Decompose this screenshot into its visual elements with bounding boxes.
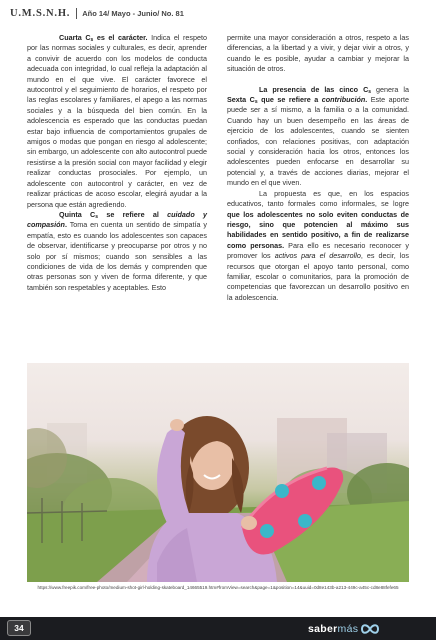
infinity-swirl-icon — [360, 622, 380, 636]
heading-sexta-c: Sexta $C_s$ que se refiere a contribución. — [227, 95, 368, 106]
paragraph-contribucion: La presencia de las cinco $C_s$ genera la Sexta $C_s$ que se refiere a contribución. Este aporte puede ser a sí mismo, a la familia o a la comunidad. Cuando hay un buen desempeño en las áreas de ejercicio de los adolescentes, cuando se sienten confiados, con relaciones positivas, con adaptación social y consideración hacia los otros, entonces los adolescentes pueden enfocarse en desarrollar su potencial y, a través de acciones diarias, mejorar el mundo en el que viven. — [227, 84, 410, 188]
issue-info: Año 14/ Mayo - Junio/ No. 81 — [82, 8, 184, 18]
left-text-column — [27, 33, 207, 293]
paragraph-continuation: permite una mayor consideración a otros, respeto a las diferencias, a la libertad y a vivir, y dejar vivir a otros, y cuando le es posible, ayudar a cambiar y mejorar la situación de otros. — [227, 33, 409, 74]
term-activos: activos para el desarrollo — [274, 251, 361, 261]
heading-cinco-c: La presencia de las cinco $C_s$ — [259, 84, 372, 95]
highlight-propuesta: que los adolescentes no solo eviten conductas de riesgo, sino que potencien al máximo sus habilidades en sentido positivo, a fin de realizarse como personas. — [227, 209, 409, 250]
page-footer — [0, 617, 436, 640]
girl-with-skateboard-photo — [27, 363, 409, 582]
paragraph-caracter: Cuarta $C_s$ es el carácter. Indica el respeto por las normas sociales y culturales, es decir, aprender a convivir de acuerdo con los modelos de conducta adecuada con integridad, lo cual refleja la adaptación al mundo en el que vive. El carácter favorece el autocontrol y el seguimiento de horarios, el respeto por las reglas escolares y familiares, el apego a las normas sociales y a la búsqueda del bien común. En la adolescencia es esperado que las conductas puedan estar bajo influencia de comportamientos grupales de amigos o modas que pongan en riesgo al adolescente; sin embargo, un adolescente con alto autocontrol puede resistirse a la presión social con mayor facilidad y elegir realizar conductas prosociales. Por ejemplo, un adolescente con autocontrol y carácter, en vez de realizar prácticas de acoso escolar, elegirá ayudar a la persona que están agrediendo. — [27, 33, 207, 209]
brand-logo — [308, 621, 380, 636]
institution-name: U.M.S.N.H. — [10, 7, 71, 19]
paragraph-cuidado: Quinta $C_s$ se refiere al cuidado y compasión. Toma en cuenta un sentido de simpatía y empatía, esto es cuando los adolescentes son capaces de observar, identificarse y preocuparse por otros y no solo por sí mismos; cuando son sensibles a las condiciones de vida de los demás y comprenden que otras personas son y viven de forma diferente, y que también son respetables y aceptables. Esto — [27, 209, 207, 292]
header-divider — [76, 8, 77, 19]
page-number: 34 — [7, 620, 31, 636]
page-header — [10, 6, 184, 20]
paragraph-propuesta: La propuesta es que, en los espacios educativos, tanto formales como informales, se logre que los adolescentes no solo eviten conductas de riesgo, sino que potencien al máximo sus habilidades en sentido positivo, a fin de realizarse como personas. Para ello es necesario reconocer y promover los activos para el desarrollo, es decir, los recursos que otorgan el apoyo tanto personal, como familiar, escolar o comunitarios, para la promoción de competencias que favorezcan un desarrollo positivo en la adolescencia. — [227, 188, 409, 302]
right-text-column — [227, 33, 409, 303]
heading-quinta-c: Quinta $C_s$ se refiere al cuidado y compasión. — [27, 209, 207, 230]
photo-credit-caption: https://www.freepik.com/free-photo/medium-shot-girl-holding-skateboard_14665519.htm#fromView=search&page=1&position=14&uuid=0d8e143b-a213-449c-a45c-cd8e88fefe65 — [37, 585, 399, 590]
brand-wordmark: sabermás — [308, 622, 359, 635]
photo-illustration — [27, 363, 409, 582]
heading-cuarta-c: Cuarta $C_s$ es el carácter. — [59, 33, 148, 43]
